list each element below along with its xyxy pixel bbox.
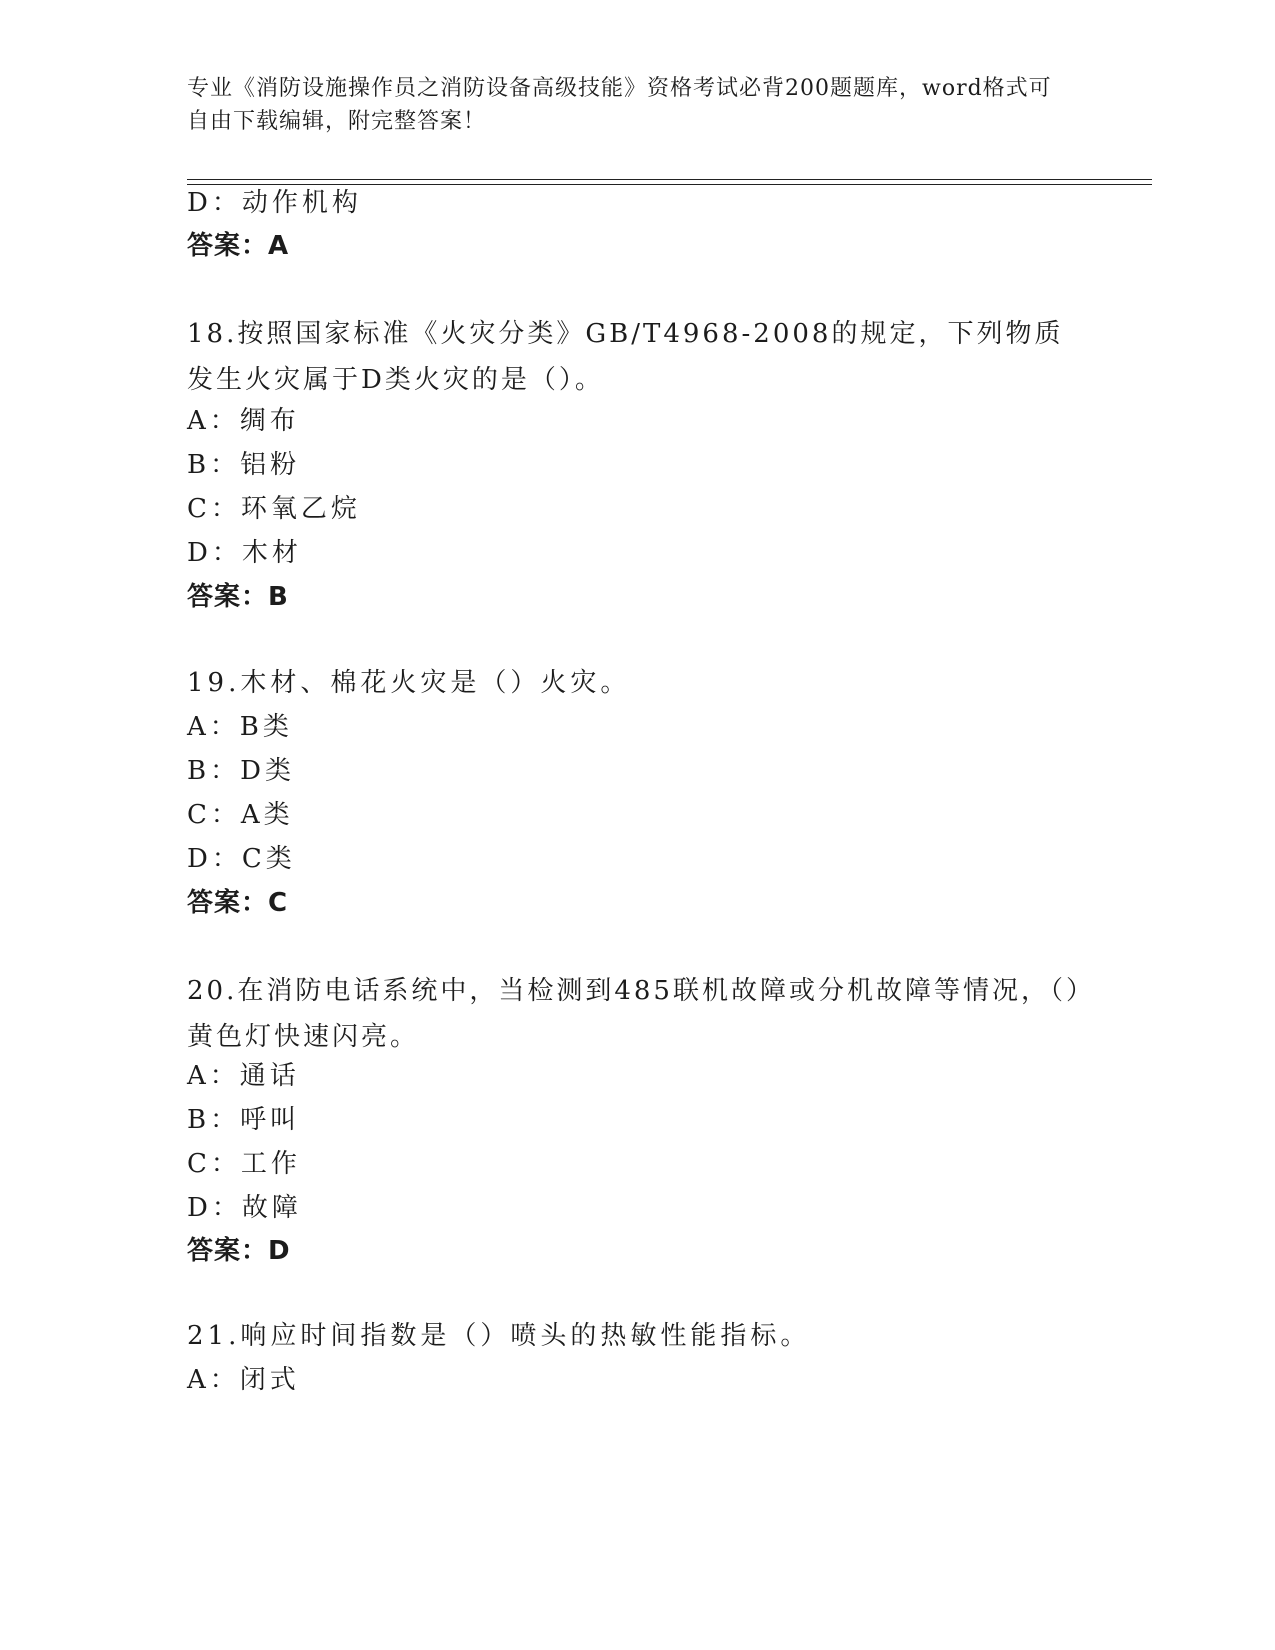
header-divider-bottom — [187, 184, 1152, 185]
q18-text: 18.按照国家标准《火灾分类》GB/T4968-2008的规定，下列物质发生火灾属于D类火灾的是（）。 — [187, 319, 1064, 395]
header-divider-top — [187, 179, 1152, 180]
q20-answer: 答案：D — [187, 1236, 291, 1266]
document-header: 专业《消防设施操作员之消防设备高级技能》资格考试必背200题题库，word格式可自由下载编辑，附完整答案！ — [187, 76, 1052, 134]
q18-answer: 答案：B — [187, 582, 289, 612]
q20-option-b: B：呼叫 — [187, 1105, 301, 1135]
q19-option-d: D：C类 — [187, 844, 296, 874]
q18-option-a: A：绸布 — [187, 406, 300, 436]
q19-answer: 答案：C — [187, 888, 289, 918]
q20-option-d: D：故障 — [187, 1193, 302, 1223]
q19-option-c: C：A类 — [187, 800, 294, 830]
q21-option-a: A：闭式 — [187, 1365, 300, 1395]
q20-option-a: A：通话 — [187, 1061, 300, 1091]
prev-option-d: D：动作机构 — [187, 188, 362, 218]
q21-text: 21.响应时间指数是（）喷头的热敏性能指标。 — [187, 1321, 811, 1351]
q20-text: 20.在消防电话系统中，当检测到485联机故障或分机故障等情况，（）黄色灯快速闪亮。 — [187, 976, 1082, 1052]
q19-option-a: A：B类 — [187, 712, 293, 742]
q18-option-d: D：木材 — [187, 538, 302, 568]
q18-option-b: B：铝粉 — [187, 450, 301, 480]
q19-option-b: B：D类 — [187, 756, 295, 786]
q19-text: 19.木材、棉花火灾是（）火灾。 — [187, 668, 631, 698]
q20-option-c: C：工作 — [187, 1149, 301, 1179]
q18-option-c: C：环氧乙烷 — [187, 494, 361, 524]
prev-answer: 答案：A — [187, 231, 290, 261]
